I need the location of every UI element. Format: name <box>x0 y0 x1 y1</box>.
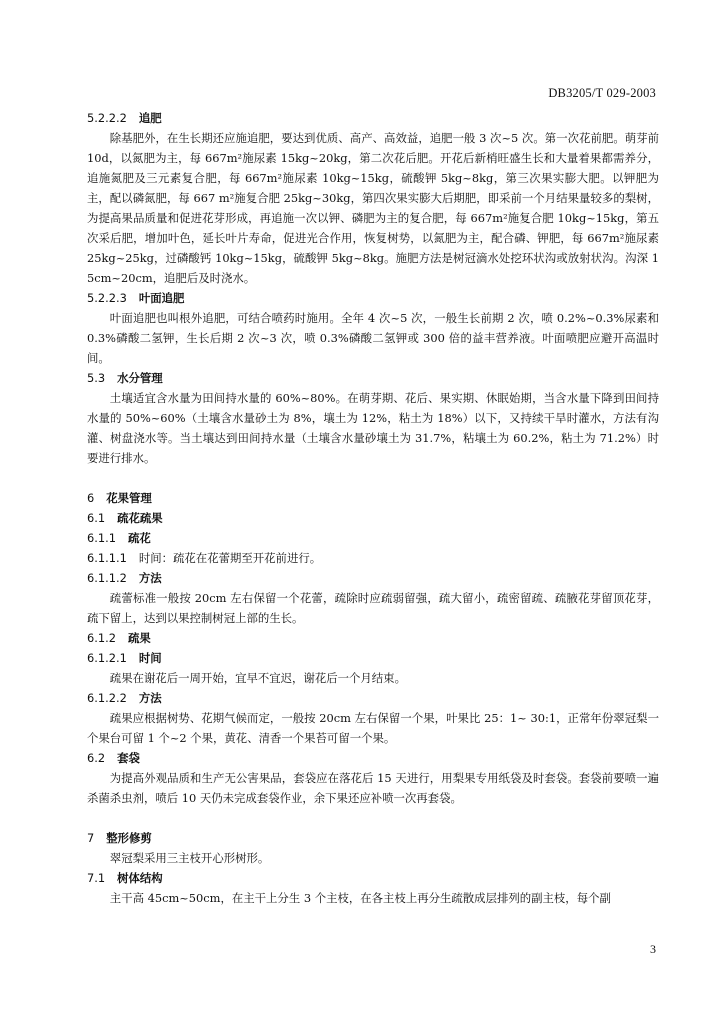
spacer <box>87 468 659 488</box>
section-title: 叶面追肥 <box>138 291 185 305</box>
section-heading <box>87 548 659 568</box>
section-number: 5.2.2.3 <box>87 291 127 305</box>
section-title: 疏果 <box>127 631 151 645</box>
paragraph: 除基肥外，在生长期还应施追肥，要达到优质、高产、高效益，追肥一般 3 次~5 次。第一次花前肥。萌芽前 10d，以氮肥为主，每 667m²施尿素 15kg~20kg，第二次花后肥。开花后新梢旺盛生长和大量着果都需养分，追施氮肥及三元素复合肥，每 667m²施尿素 10kg~15kg，硫酸钾 5kg~8kg，第三次果实膨大肥。以钾肥为主，配以磷氮肥，每 667 m²施复合肥 25kg~30kg，第四次果实膨大后期肥，即采前一个月结果量较多的梨树，为提高果品质量和促进花芽形成，再追施一次以钾、磷肥为主的复合肥，每 667m²施复合肥 10kg~15kg，第五次采后肥，增加叶色，延长叶片寿命，促进光合作用，恢复树势，以氮肥为主，配合磷、钾肥，每 667m²施尿素 25kg~25kg，过磷酸钙 10kg~15kg，硫酸钾 5kg~8kg。施肥方法是树冠滴水处挖环状沟或放射状沟。沟深 15cm~20cm，追肥后及时浇水。 <box>87 131 659 285</box>
paragraph: 叶面追肥也叫根外追肥，可结合喷药时施用。全年 4 次~5 次，一般生长前期 2 次，喷 0.2%~0.3%尿素和 0.3%磷酸二氢钾，生长后期 2 次~3 次，喷 0.3%磷酸二氢钾或 300 倍的益丰营养液。叶面喷肥应避开高温时间。 <box>87 311 659 365</box>
section-heading <box>87 628 659 648</box>
section-number: 7.1 <box>87 871 106 885</box>
section-number: 6.1.1.2 <box>87 571 127 585</box>
section-heading <box>87 508 659 528</box>
section-heading <box>87 868 659 888</box>
section-number: 5.3 <box>87 371 106 385</box>
section-heading <box>87 648 659 668</box>
section-heading <box>87 108 659 128</box>
section-number: 6.1.2.1 <box>87 651 127 665</box>
section-heading <box>87 288 659 308</box>
spacer <box>87 808 659 828</box>
page-content <box>87 108 659 908</box>
section-number: 6.1.1 <box>87 531 116 545</box>
page-number: 3 <box>650 942 656 956</box>
section-title: 花果管理 <box>106 491 152 505</box>
section-title: 疏花 <box>127 531 151 545</box>
section-title: 方法 <box>138 691 162 705</box>
paragraph: 翠冠梨采用三主枝开心形树形。 <box>109 851 270 865</box>
section-title: 方法 <box>138 571 162 585</box>
section-heading <box>87 568 659 588</box>
section-title: 时间：疏花在花蕾期至开花前进行。 <box>138 551 322 565</box>
section-title: 树体结构 <box>117 871 163 885</box>
paragraph: 疏蕾标准一般按 20cm 左右保留一个花蕾，疏除时应疏弱留强，疏大留小，疏密留疏、疏腋花芽留顶花芽，疏下留上，达到以果控制树冠上部的生长。 <box>87 591 659 625</box>
section-title: 水分管理 <box>117 371 163 385</box>
section-number: 6.1 <box>87 511 106 525</box>
paragraph: 主干高 45cm~50cm，在主干上分生 3 个主枝，在各主枝上再分生疏散成层排列的副主枝，每个副 <box>109 891 611 905</box>
section-number: 6 <box>87 491 95 505</box>
section-heading <box>87 748 659 768</box>
section-number: 7 <box>87 831 95 845</box>
section-title: 整形修剪 <box>106 831 152 845</box>
section-heading <box>87 368 659 388</box>
section-title: 疏花疏果 <box>117 511 163 525</box>
chapter-heading <box>87 488 659 508</box>
paragraph: 疏果应根据树势、花期气候而定，一般按 20cm 左右保留一个果，叶果比 25：1~ 30:1，正常年份翠冠梨一个果台可留 1 个~2 个果，黄花、清香一个果苔可留一个果。 <box>87 711 659 745</box>
paragraph: 疏果在谢花后一周开始，宜早不宜迟，谢花后一个月结束。 <box>109 671 406 685</box>
section-heading <box>87 528 659 548</box>
section-number: 6.2 <box>87 751 106 765</box>
section-number: 6.1.1.1 <box>87 551 127 565</box>
document-code: DB3205/T 029-2003 <box>548 86 656 100</box>
section-number: 5.2.2.2 <box>87 111 127 125</box>
paragraph: 为提高外观品质和生产无公害果品，套袋应在落花后 15 天进行，用梨果专用纸袋及时套袋。套袋前要喷一遍杀菌杀虫剂，喷后 10 天仍未完成套袋作业，余下果还应补喷一次再套袋。 <box>87 771 659 805</box>
section-title: 时间 <box>138 651 162 665</box>
section-number: 6.1.2.2 <box>87 691 127 705</box>
section-number: 6.1.2 <box>87 631 116 645</box>
paragraph: 土壤适宜含水量为田间持水量的 60%~80%。在萌芽期、花后、果实期、休眠始期，当含水量下降到田间持水量的 50%~60%（土壤含水量砂土为 8%，壤土为 12%，粘土为 18%）以下，又持续干旱时灌水，方法有沟灌、树盘浇水等。当土壤达到田间持水量（土壤含水量砂壤土为 31.7%，粘壤土为 60.2%，粘土为 71.2%）时要进行排水。 <box>87 391 659 465</box>
section-heading <box>87 688 659 708</box>
section-title: 套袋 <box>117 751 140 765</box>
chapter-heading <box>87 828 659 848</box>
section-title: 追肥 <box>138 111 162 125</box>
